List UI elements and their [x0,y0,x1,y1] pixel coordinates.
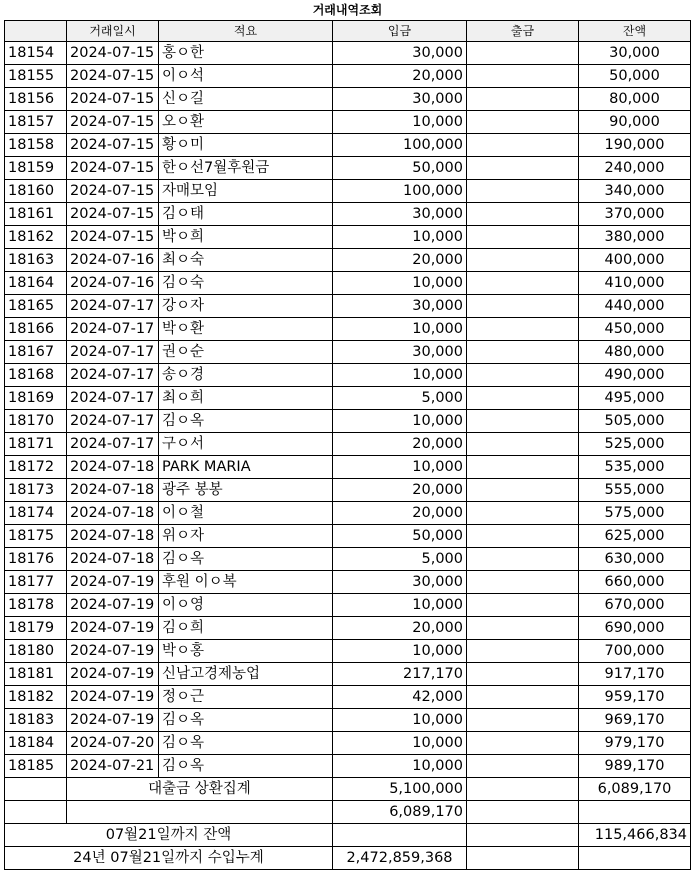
row-description: 강ㅇ자 [159,295,333,318]
row-description: 김ㅇ숙 [159,272,333,295]
row-withdrawal [467,42,579,65]
row-withdrawal [467,525,579,548]
row-deposit: 20,000 [333,65,467,88]
row-date: 2024-07-17 [67,341,159,364]
row-date: 2024-07-17 [67,364,159,387]
row-number: 18180 [5,640,67,663]
table-row [5,640,691,663]
row-withdrawal [467,456,579,479]
row-balance: 80,000 [579,88,691,111]
row-number: 18159 [5,157,67,180]
row-balance: 450,000 [579,318,691,341]
row-withdrawal [467,249,579,272]
row-withdrawal [467,88,579,111]
row-description: 홍ㅇ한 [159,42,333,65]
row-date: 2024-07-16 [67,249,159,272]
table-row [5,272,691,295]
header-desc: 적요 [159,21,333,42]
row-number: 18160 [5,180,67,203]
balance-value: 115,466,834 [579,824,691,847]
row-description: 신남고경제농업 [159,663,333,686]
row-deposit: 10,000 [333,732,467,755]
row-number: 18182 [5,686,67,709]
row-balance: 660,000 [579,571,691,594]
row-description: 오ㅇ환 [159,111,333,134]
table-row [5,318,691,341]
row-balance: 670,000 [579,594,691,617]
row-number: 18185 [5,755,67,778]
row-balance: 625,000 [579,525,691,548]
table-row [5,226,691,249]
row-deposit: 10,000 [333,594,467,617]
row-withdrawal [467,318,579,341]
row-date: 2024-07-15 [67,65,159,88]
row-balance: 630,000 [579,548,691,571]
row-deposit: 10,000 [333,755,467,778]
row-number: 18156 [5,88,67,111]
balance-withdrawal [467,824,579,847]
row-withdrawal [467,433,579,456]
row-withdrawal [467,755,579,778]
row-balance: 400,000 [579,249,691,272]
row-description: 최ㅇ희 [159,387,333,410]
income-balance [579,847,691,870]
row-description: 한ㅇ선7월후원금 [159,157,333,180]
row-description: 권ㅇ순 [159,341,333,364]
table-row [5,341,691,364]
row-number: 18184 [5,732,67,755]
row-description: 이ㅇ석 [159,65,333,88]
table-row [5,617,691,640]
row-balance: 525,000 [579,433,691,456]
row-withdrawal [467,709,579,732]
row-date: 2024-07-19 [67,617,159,640]
row-date: 2024-07-18 [67,456,159,479]
row-date: 2024-07-15 [67,134,159,157]
row-balance: 917,170 [579,663,691,686]
row-description: 정ㅇ근 [159,686,333,709]
row-deposit: 100,000 [333,134,467,157]
table-row [5,571,691,594]
row-description: 김ㅇ태 [159,203,333,226]
row-withdrawal [467,594,579,617]
row-deposit: 20,000 [333,502,467,525]
subtotal-label [67,801,333,824]
totals-deposit: 5,100,000 [333,778,467,801]
header-balance: 잔액 [579,21,691,42]
row-withdrawal [467,479,579,502]
balance-deposit [333,824,467,847]
row-balance: 380,000 [579,226,691,249]
totals-balance: 6,089,170 [579,778,691,801]
row-deposit: 10,000 [333,272,467,295]
row-description: 김ㅇ희 [159,617,333,640]
row-balance: 90,000 [579,111,691,134]
row-deposit: 30,000 [333,42,467,65]
row-deposit: 20,000 [333,249,467,272]
row-date: 2024-07-17 [67,433,159,456]
row-number: 18176 [5,548,67,571]
row-withdrawal [467,663,579,686]
row-date: 2024-07-18 [67,502,159,525]
header-date: 거래일시 [67,21,159,42]
row-balance: 700,000 [579,640,691,663]
row-balance: 505,000 [579,410,691,433]
balance-row [5,824,691,847]
table-row [5,709,691,732]
row-withdrawal [467,203,579,226]
row-deposit: 30,000 [333,88,467,111]
totals-blank [5,778,67,801]
row-balance: 979,170 [579,732,691,755]
row-deposit: 20,000 [333,617,467,640]
row-deposit: 10,000 [333,318,467,341]
row-deposit: 50,000 [333,157,467,180]
subtotal-blank [5,801,67,824]
row-number: 18158 [5,134,67,157]
row-balance: 690,000 [579,617,691,640]
row-number: 18157 [5,111,67,134]
row-withdrawal [467,226,579,249]
row-description: 이ㅇ영 [159,594,333,617]
row-deposit: 100,000 [333,180,467,203]
row-description: 김ㅇ옥 [159,732,333,755]
row-number: 18175 [5,525,67,548]
row-date: 2024-07-19 [67,663,159,686]
row-balance: 959,170 [579,686,691,709]
row-description: 박ㅇ환 [159,318,333,341]
row-balance: 535,000 [579,456,691,479]
totals-row [5,778,691,801]
row-date: 2024-07-19 [67,571,159,594]
row-balance: 555,000 [579,479,691,502]
table-row [5,456,691,479]
row-withdrawal [467,180,579,203]
header-withdrawal: 출금 [467,21,579,42]
row-number: 18163 [5,249,67,272]
table-row [5,755,691,778]
row-withdrawal [467,410,579,433]
row-date: 2024-07-15 [67,157,159,180]
subtotal-row [5,801,691,824]
table-row [5,686,691,709]
title-row [5,0,691,21]
row-withdrawal [467,732,579,755]
row-balance: 190,000 [579,134,691,157]
table-row [5,65,691,88]
table-row [5,203,691,226]
income-label: 24년 07월21일까지 수입누계 [5,847,333,870]
table-row [5,410,691,433]
row-number: 18155 [5,65,67,88]
header-no [5,21,67,42]
row-number: 18179 [5,617,67,640]
table-row [5,502,691,525]
row-balance: 575,000 [579,502,691,525]
table-row [5,111,691,134]
table-row [5,134,691,157]
income-withdrawal [467,847,579,870]
table-row [5,594,691,617]
row-withdrawal [467,571,579,594]
row-number: 18167 [5,341,67,364]
row-balance: 340,000 [579,180,691,203]
row-description: 최ㅇ숙 [159,249,333,272]
row-balance: 490,000 [579,364,691,387]
row-number: 18173 [5,479,67,502]
table-row [5,663,691,686]
row-deposit: 30,000 [333,203,467,226]
subtotal-balance [579,801,691,824]
row-description: 후원 이ㅇ복 [159,571,333,594]
row-deposit: 5,000 [333,387,467,410]
row-balance: 969,170 [579,709,691,732]
table-row [5,433,691,456]
row-description: 황ㅇ미 [159,134,333,157]
row-number: 18164 [5,272,67,295]
row-withdrawal [467,111,579,134]
transaction-table [4,0,691,870]
row-balance: 495,000 [579,387,691,410]
row-deposit: 10,000 [333,410,467,433]
row-deposit: 10,000 [333,111,467,134]
row-withdrawal [467,502,579,525]
row-description: 김ㅇ옥 [159,410,333,433]
header-row [5,21,691,42]
row-deposit: 42,000 [333,686,467,709]
table-row [5,249,691,272]
row-description: PARK MARIA [159,456,333,479]
row-description: 김ㅇ옥 [159,709,333,732]
row-deposit: 50,000 [333,525,467,548]
row-date: 2024-07-19 [67,594,159,617]
row-description: 박ㅇ홍 [159,640,333,663]
row-number: 18174 [5,502,67,525]
table-row [5,295,691,318]
row-number: 18181 [5,663,67,686]
row-description: 김ㅇ옥 [159,755,333,778]
row-balance: 989,170 [579,755,691,778]
row-withdrawal [467,686,579,709]
row-withdrawal [467,548,579,571]
row-number: 18169 [5,387,67,410]
table-row [5,42,691,65]
row-date: 2024-07-15 [67,203,159,226]
row-number: 18154 [5,42,67,65]
row-deposit: 10,000 [333,364,467,387]
row-deposit: 5,000 [333,548,467,571]
row-number: 18166 [5,318,67,341]
row-balance: 410,000 [579,272,691,295]
row-date: 2024-07-17 [67,295,159,318]
row-description: 광주 봉봉 [159,479,333,502]
row-deposit: 10,000 [333,226,467,249]
header-deposit: 입금 [333,21,467,42]
row-balance: 440,000 [579,295,691,318]
row-date: 2024-07-17 [67,318,159,341]
table-row [5,180,691,203]
row-date: 2024-07-21 [67,755,159,778]
row-deposit: 30,000 [333,571,467,594]
row-deposit: 217,170 [333,663,467,686]
row-number: 18170 [5,410,67,433]
row-number: 18183 [5,709,67,732]
row-withdrawal [467,387,579,410]
row-number: 18168 [5,364,67,387]
row-balance: 50,000 [579,65,691,88]
row-balance: 480,000 [579,341,691,364]
row-description: 김ㅇ옥 [159,548,333,571]
row-number: 18162 [5,226,67,249]
row-description: 구ㅇ서 [159,433,333,456]
row-withdrawal [467,65,579,88]
table-row [5,548,691,571]
subtotal-deposit: 6,089,170 [333,801,467,824]
page-title: 거래내역조회 [312,3,383,17]
row-description: 이ㅇ철 [159,502,333,525]
row-balance: 30,000 [579,42,691,65]
row-date: 2024-07-18 [67,548,159,571]
row-number: 18171 [5,433,67,456]
table-row [5,157,691,180]
row-date: 2024-07-19 [67,686,159,709]
row-number: 18172 [5,456,67,479]
row-deposit: 20,000 [333,479,467,502]
row-balance: 240,000 [579,157,691,180]
table-row [5,732,691,755]
table-row [5,387,691,410]
row-date: 2024-07-18 [67,479,159,502]
row-date: 2024-07-19 [67,709,159,732]
income-value: 2,472,859,368 [333,847,467,870]
row-withdrawal [467,157,579,180]
row-deposit: 30,000 [333,341,467,364]
table-row [5,364,691,387]
row-date: 2024-07-15 [67,88,159,111]
row-withdrawal [467,295,579,318]
row-number: 18161 [5,203,67,226]
table-row [5,479,691,502]
row-number: 18178 [5,594,67,617]
row-date: 2024-07-15 [67,111,159,134]
row-deposit: 20,000 [333,433,467,456]
row-date: 2024-07-18 [67,525,159,548]
row-withdrawal [467,364,579,387]
row-date: 2024-07-16 [67,272,159,295]
row-description: 위ㅇ자 [159,525,333,548]
row-date: 2024-07-19 [67,640,159,663]
row-withdrawal [467,617,579,640]
row-deposit: 10,000 [333,709,467,732]
row-withdrawal [467,134,579,157]
totals-label: 대출금 상환집계 [67,778,333,801]
row-balance: 370,000 [579,203,691,226]
income-row [5,847,691,870]
row-description: 자매모임 [159,180,333,203]
row-date: 2024-07-15 [67,180,159,203]
row-deposit: 10,000 [333,640,467,663]
balance-label: 07월21일까지 잔액 [5,824,333,847]
row-description: 송ㅇ경 [159,364,333,387]
row-date: 2024-07-20 [67,732,159,755]
row-withdrawal [467,272,579,295]
totals-withdrawal [467,778,579,801]
row-date: 2024-07-15 [67,42,159,65]
table-row [5,88,691,111]
row-description: 신ㅇ길 [159,88,333,111]
row-withdrawal [467,640,579,663]
row-description: 박ㅇ희 [159,226,333,249]
row-date: 2024-07-17 [67,410,159,433]
row-withdrawal [467,341,579,364]
row-date: 2024-07-17 [67,387,159,410]
row-deposit: 10,000 [333,456,467,479]
row-date: 2024-07-15 [67,226,159,249]
subtotal-withdrawal [467,801,579,824]
row-number: 18177 [5,571,67,594]
row-number: 18165 [5,295,67,318]
table-row [5,525,691,548]
row-deposit: 30,000 [333,295,467,318]
